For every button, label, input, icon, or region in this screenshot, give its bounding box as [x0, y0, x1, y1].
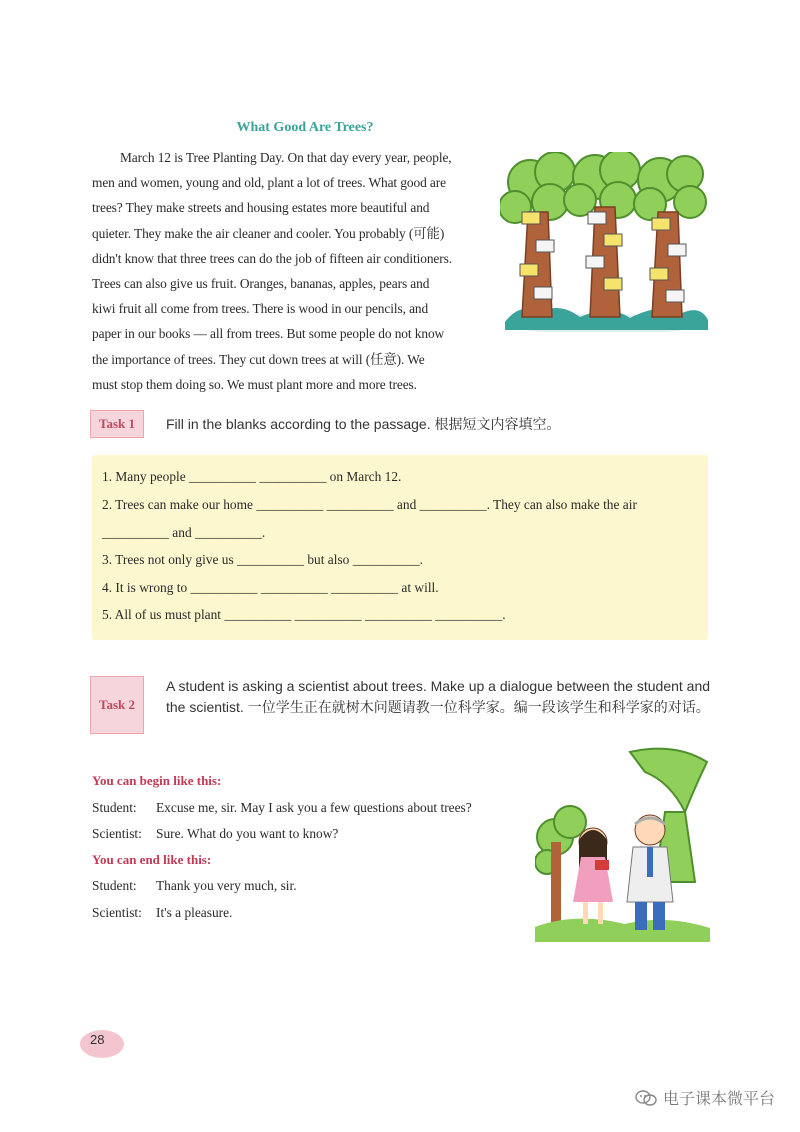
- dialogue-line: [92, 800, 472, 816]
- dialogue-text: Sure. What do you want to know?: [156, 826, 339, 841]
- dialogue-speaker: Student:: [92, 800, 137, 815]
- blank-item: __________ and __________.: [102, 525, 266, 540]
- end-hint: You can end like this:: [92, 852, 212, 867]
- passage-body: [92, 145, 492, 397]
- dialogue-speaker: Scientist:: [92, 905, 142, 920]
- fill-in-blanks-box: [92, 455, 708, 640]
- passage-line: trees? They make streets and housing estates more beautiful and: [92, 200, 430, 216]
- blank-item: 2. Trees can make our home __________ __________ and __________. They can also make the air: [102, 497, 637, 512]
- wechat-icon: [635, 1089, 657, 1107]
- task-2-instruction: A student is asking a scientist about trees. Make up a dialogue between the student and the scientist. 一位学生正在就树木问题请教一位科学家。编一段该学生和科学家的对话。: [166, 678, 711, 715]
- trees-air-conditioner-illustration: [500, 152, 710, 332]
- blank-item: 1. Many people __________ __________ on March 12.: [102, 469, 402, 484]
- dialogue-text: Excuse me, sir. May I ask you a few questions about trees?: [156, 800, 472, 815]
- dialogue-text: It's a pleasure.: [156, 905, 233, 920]
- passage-line: must stop them doing so. We must plant more and more trees.: [92, 376, 417, 392]
- page-number: 28: [80, 1030, 124, 1058]
- passage-line: quieter. They make the air cleaner and cooler. You probably (可能): [92, 225, 445, 241]
- dialogue-line: [92, 826, 338, 842]
- blank-item: 5. All of us must plant __________ __________ __________ __________.: [102, 607, 506, 622]
- dialogue-line: [92, 905, 232, 921]
- passage-line: kiwi fruit all come from trees. There is wood in our pencils, and: [92, 301, 429, 317]
- blank-item: 4. It is wrong to __________ __________ __________ at will.: [102, 580, 439, 595]
- watermark: [635, 1086, 775, 1109]
- passage-line: men and women, young and old, plant a lot of trees. What good are: [92, 175, 446, 191]
- dialogue-text: Thank you very much, sir.: [156, 878, 297, 893]
- watermark-text: 电子课本微平台: [662, 1089, 775, 1108]
- task-2-label: Task 2: [90, 676, 144, 734]
- blank-item: 3. Trees not only give us __________ but also __________.: [102, 552, 424, 567]
- passage-title: What Good Are Trees?: [236, 120, 374, 135]
- passage-line: didn't know that three trees can do the job of fifteen air conditioners.: [92, 250, 452, 266]
- passage-line: March 12 is Tree Planting Day. On that day every year, people,: [120, 150, 452, 165]
- task-1-label: Task 1: [90, 410, 144, 438]
- dialogue-speaker: Scientist:: [92, 826, 142, 841]
- dialogue-speaker: Student:: [92, 878, 137, 893]
- passage-line: paper in our books — all from trees. But some people do not know: [92, 326, 445, 342]
- passage-line: the importance of trees. They cut down trees at will (任意). We: [92, 351, 425, 367]
- dialogue-line: [92, 878, 297, 894]
- begin-hint: You can begin like this:: [92, 773, 222, 788]
- passage-line: Trees can also give us fruit. Oranges, bananas, apples, pears and: [92, 275, 430, 291]
- task-1-instruction: Fill in the blanks according to the passage. 根据短文内容填空。: [166, 416, 561, 432]
- student-scientist-illustration: [535, 742, 710, 942]
